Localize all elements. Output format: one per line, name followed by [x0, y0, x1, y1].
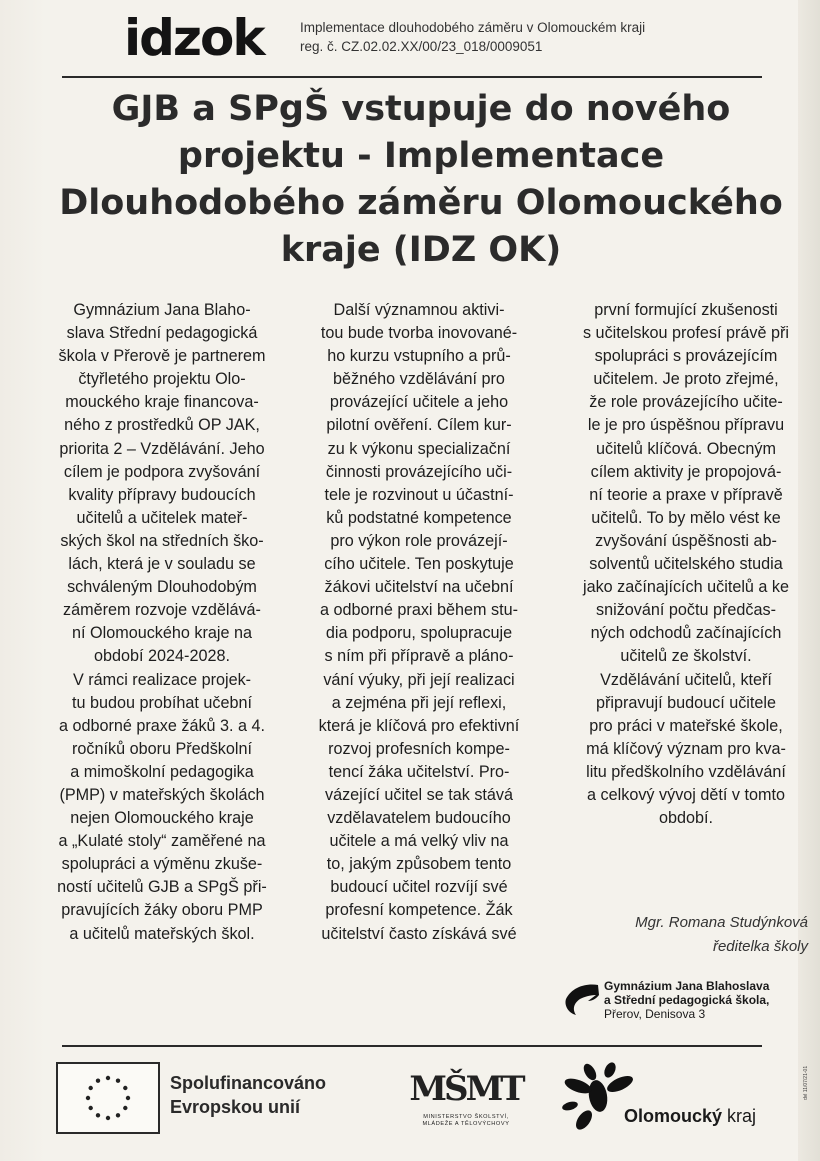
- text-line: slava Střední pedagogická: [66, 324, 258, 343]
- brand-logo: idzok: [124, 9, 264, 67]
- paragraph: [290, 299, 548, 946]
- paragraph: [555, 299, 817, 669]
- article-column-3: [555, 299, 817, 830]
- text-line: a učitelů mateřských škol.: [69, 924, 255, 943]
- article-column-2: [290, 299, 548, 946]
- footer-divider: [62, 1045, 762, 1047]
- text-line: učitelů ze školství.: [620, 647, 752, 666]
- text-line: připravují budoucí učitele: [596, 693, 776, 712]
- text-line: škola v Přerově je partnerem: [58, 347, 266, 366]
- msmt-name: [392, 1114, 540, 1128]
- text-line: ného z prostředků OP JAK,: [64, 416, 260, 435]
- registration-number: reg. č. CZ.02.02.XX/00/23_018/0009051: [300, 39, 543, 54]
- text-line: zvyšování úspěšnosti ab-: [595, 531, 777, 550]
- text-line: schváleným Dlouhodobým: [67, 578, 257, 597]
- text-line: záměrem rozvoje vzdělává-: [63, 601, 261, 620]
- article-column-1: [34, 299, 290, 946]
- eu-star: [106, 1076, 110, 1080]
- text-line: učitelů klíčová. Obecným: [596, 439, 776, 458]
- eu-star: [116, 1113, 120, 1117]
- title-line: Dlouhodobého záměru Olomouckého: [59, 183, 783, 223]
- text-line: pravujících žáky oboru PMP: [61, 901, 263, 920]
- text-line: priorita 2 – Vzdělávání. Jeho: [59, 439, 265, 458]
- signature: [556, 911, 808, 959]
- text-line: ků podstatné kompetence: [326, 508, 512, 527]
- text-line: rozvoj profesních kompe-: [328, 739, 510, 758]
- text-line: mouckého kraje financova-: [65, 393, 259, 412]
- text-line: tu budou probíhat učební: [71, 693, 252, 712]
- school-name-line: a Střední pedagogická škola,: [604, 993, 770, 1007]
- text-line: učitelem. Je proto zřejmé,: [593, 370, 779, 389]
- text-line: období 2024-2028.: [94, 647, 230, 666]
- text-line: má klíčový význam pro kva-: [586, 739, 786, 758]
- text-line: vání výuky, při její realizaci: [323, 670, 515, 689]
- title-line: GJB a SPgŠ vstupuje do nového: [111, 89, 731, 129]
- text-line: činnosti provázejícího uči-: [325, 462, 513, 481]
- paragraph: [34, 299, 290, 669]
- text-line: spolupráci s provázejícím: [594, 347, 778, 366]
- text-line: a odborné praxe žáků 3. a 4.: [58, 716, 266, 735]
- text-line: ho kurzu vstupního a prů-: [327, 347, 511, 366]
- title-line: kraje (IDZ OK): [280, 230, 562, 270]
- article-title: [36, 86, 806, 274]
- text-line: provázející učitele a jeho: [329, 393, 509, 412]
- school-logo: [562, 973, 802, 1029]
- text-line: pro výkon role provázejí-: [330, 531, 508, 550]
- text-line: Vzdělávání učitelů, kteří: [600, 670, 772, 689]
- text-line: tou bude tvorba inovované-: [320, 324, 518, 343]
- project-info: [300, 18, 645, 56]
- text-line: a „Kulaté stoly“ zaměřené na: [58, 832, 266, 851]
- text-line: první formující zkušenosti: [594, 301, 778, 319]
- eu-star: [96, 1113, 100, 1117]
- msmt-mark-icon: [392, 1060, 540, 1114]
- text-line: běžného vzdělávání pro: [333, 370, 505, 389]
- eu-star: [86, 1096, 90, 1100]
- msmt-name-line: MLÁDEŽE A TĚLOVÝCHOVY: [422, 1121, 510, 1127]
- text-line: tencí žáka učitelství. Pro-: [328, 762, 510, 781]
- eu-text-line: Evropskou unií: [170, 1097, 301, 1117]
- text-line: lách, která je v souladu se: [68, 555, 256, 574]
- author-role: ředitelka školy: [712, 938, 808, 955]
- paragraph: [34, 669, 290, 946]
- text-line: ných odchodů začínajících: [590, 624, 782, 643]
- text-line: vázející učitel se tak stává: [324, 785, 514, 804]
- eu-flag-logo: [56, 1062, 160, 1134]
- text-line: solventů učitelského studia: [589, 555, 783, 574]
- eu-star: [89, 1086, 93, 1090]
- msmt-logo: [392, 1060, 540, 1138]
- text-line: tele je rozvinout u účastní-: [324, 485, 514, 504]
- text-line: vzdělavatelem budoucího: [327, 809, 511, 828]
- eu-star: [89, 1106, 93, 1110]
- text-line: učitelů. To by mělo vést ke: [591, 508, 781, 527]
- text-line: Další významnou aktivi-: [333, 301, 505, 319]
- eu-star: [126, 1096, 130, 1100]
- text-line: ských škol na středních ško-: [60, 531, 264, 550]
- paragraph: [555, 669, 817, 831]
- text-line: dia podporu, spolupracuje: [325, 624, 513, 643]
- text-line: období.: [658, 809, 713, 828]
- msmt-mark: MŠMT: [409, 1069, 523, 1109]
- text-line: zu k výkonu specializační: [327, 439, 511, 458]
- text-line: le je pro úspěšnou přípravu: [587, 416, 785, 435]
- text-line: snižování počtu předčas-: [596, 601, 776, 620]
- text-line: V rámci realizace projek-: [72, 670, 252, 689]
- eu-star: [116, 1079, 120, 1083]
- olomoucky-kraj-text: [624, 1106, 756, 1127]
- text-line: cílem aktivity je propojová-: [590, 462, 782, 481]
- text-line: ní Olomouckého kraje na: [72, 624, 252, 643]
- text-line: pilotní ověření. Cílem kur-: [326, 416, 512, 435]
- text-line: to, jakým způsobem tento: [326, 855, 512, 874]
- text-line: cího učitele. Ten poskytuje: [324, 555, 514, 574]
- author-name: Mgr. Romana Studýnková: [635, 914, 808, 931]
- eu-star: [123, 1106, 127, 1110]
- header-divider: [62, 76, 762, 78]
- text-line: litu předškolního vzdělávání: [586, 762, 786, 781]
- text-line: čtyřletého projektu Olo-: [78, 370, 246, 389]
- text-line: (PMP) v mateřských školách: [59, 785, 265, 804]
- eu-stars-icon: [58, 1064, 158, 1132]
- text-line: ročníků oboru Předškolní: [72, 739, 252, 758]
- text-line: kvality přípravy budoucích: [68, 485, 256, 504]
- eu-text-line: Spolufinancováno: [170, 1073, 327, 1093]
- swallow-icon: [562, 979, 600, 1019]
- school-name-line: Gymnázium Jana Blahoslava: [604, 979, 770, 993]
- text-line: budoucí učitel rozvíjí své: [330, 878, 508, 897]
- text-line: a mimoškolní pedagogika: [70, 762, 254, 781]
- olk-regular: kraj: [727, 1106, 757, 1126]
- project-name: Implementace dlouhodobého záměru v Olomouckém kraji: [300, 20, 646, 35]
- print-code: dvl 11/07/21-01: [803, 1065, 809, 1100]
- school-address: Přerov, Denisova 3: [604, 1007, 706, 1021]
- eu-star: [123, 1086, 127, 1090]
- text-line: nejen Olomouckého kraje: [70, 809, 254, 828]
- text-line: že role provázejícího učite-: [589, 393, 783, 412]
- text-line: cílem je podpora zvyšování: [63, 462, 261, 481]
- text-line: profesní kompetence. Žák: [325, 901, 513, 920]
- text-line: učitele a má velký vliv na: [329, 832, 509, 851]
- title-line: projektu - Implementace: [177, 136, 665, 176]
- text-line: s učitelskou profesí právě při: [582, 324, 790, 343]
- text-line: pro práci v mateřské škole,: [589, 716, 783, 735]
- page-header: [120, 8, 760, 70]
- text-line: a odborné praxi během stu-: [320, 601, 518, 620]
- msmt-name-line: MINISTERSTVO ŠKOLSTVÍ,: [423, 1114, 509, 1120]
- school-name: [604, 979, 769, 1021]
- text-line: učitelů a učitelek mateř-: [76, 508, 248, 527]
- eu-star: [96, 1079, 100, 1083]
- eu-star: [106, 1116, 110, 1120]
- eu-cofinanced-text: [170, 1071, 326, 1119]
- text-line: žákovi učitelství na učební: [324, 578, 514, 597]
- text-line: a celkový vývoj dětí v tomto: [587, 785, 785, 804]
- olk-bold: Olomoucký: [624, 1106, 723, 1126]
- text-line: spolupráci a výměnu zkuše-: [61, 855, 263, 874]
- text-line: která je klíčová pro efektivní: [318, 716, 520, 735]
- text-line: ní teorie a praxe v přípravě: [589, 485, 783, 504]
- text-line: Gymnázium Jana Blaho-: [73, 301, 251, 319]
- text-line: učitelství často získává své: [321, 924, 517, 943]
- text-line: s ním při přípravě a pláno-: [324, 647, 514, 666]
- text-line: a zejména při její reflexi,: [331, 693, 507, 712]
- text-line: jako začínajících učitelů a ke: [582, 578, 790, 597]
- text-line: ností učitelů GJB a SPgŠ při-: [57, 878, 267, 897]
- olomoucky-kraj-logo: [560, 1062, 800, 1142]
